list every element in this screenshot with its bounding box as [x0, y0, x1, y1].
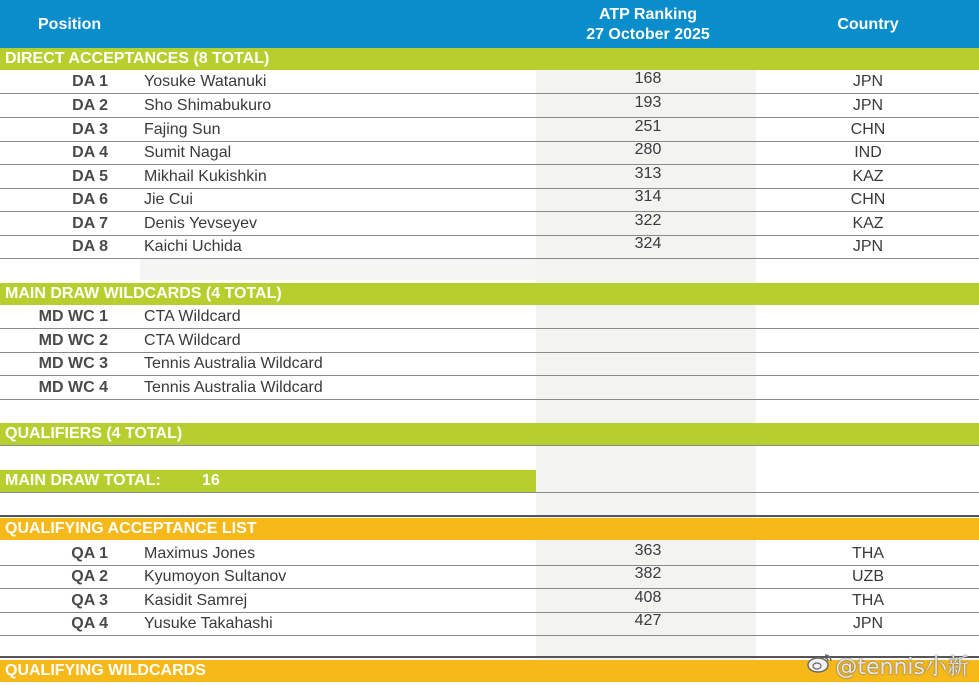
weibo-icon — [807, 652, 833, 679]
header-ranking-title: ATP Ranking — [598, 6, 698, 23]
row-ranking: 193 — [634, 94, 662, 111]
divider — [0, 515, 979, 517]
row-ranking: 168 — [634, 70, 662, 87]
row-position: DA 6 — [72, 191, 108, 208]
row-player: Yosuke Watanuki — [144, 73, 267, 90]
table-row — [0, 235, 979, 259]
row-position: DA 4 — [72, 144, 108, 161]
row-country: CHN — [850, 191, 886, 208]
header-position: Position — [38, 16, 102, 33]
row-ranking: 408 — [634, 589, 662, 606]
row-position: QA 1 — [71, 545, 108, 562]
section-direct-acceptances: DIRECT ACCEPTANCES (8 TOTAL) — [0, 48, 979, 70]
table-row — [0, 305, 979, 329]
table-row — [0, 612, 979, 636]
row-country: CHN — [850, 121, 886, 138]
row-player: Jie Cui — [144, 191, 193, 208]
row-ranking: 314 — [634, 188, 662, 205]
header-ranking — [560, 5, 736, 45]
table-row — [0, 376, 979, 400]
row-position: QA 2 — [71, 568, 108, 585]
row-player: Denis Yevseyev — [144, 215, 257, 232]
row-player: Maximus Jones — [144, 545, 256, 562]
watermark-text: @tennis小新 — [835, 655, 969, 680]
row-ranking: 251 — [634, 118, 662, 135]
row-position: DA 8 — [72, 238, 108, 255]
row-ranking: 363 — [634, 542, 662, 559]
row-player: Kaichi Uchida — [144, 238, 242, 255]
section-qualifying-wildcards: QUALIFYING WILDCARDS — [0, 660, 979, 682]
main-draw-total-value: 16 — [202, 472, 220, 489]
row-player: Fajing Sun — [144, 121, 221, 138]
row-player: Tennis Australia Wildcard — [144, 355, 323, 372]
table-row — [0, 70, 979, 94]
row-shading — [140, 258, 536, 280]
row-ranking: 322 — [634, 212, 662, 229]
table-row — [0, 118, 979, 142]
row-country: KAZ — [852, 215, 884, 232]
row-player: Sho Shimabukuro — [144, 97, 272, 114]
main-draw-total-label: MAIN DRAW TOTAL: — [5, 472, 161, 489]
table-row — [0, 542, 979, 566]
table-row — [0, 141, 979, 165]
table-row — [0, 352, 979, 376]
row-player: Sumit Nagal — [144, 144, 232, 161]
row-country: KAZ — [852, 168, 884, 185]
row-player: Kyumoyon Sultanov — [144, 568, 287, 585]
table-row — [0, 329, 979, 353]
row-position: MD WC 4 — [38, 379, 108, 396]
row-position: QA 4 — [71, 615, 108, 632]
divider — [0, 445, 979, 446]
row-position: DA 5 — [72, 168, 108, 185]
row-position: QA 3 — [71, 592, 108, 609]
table-row — [0, 94, 979, 118]
row-country: THA — [852, 592, 884, 609]
row-player: Tennis Australia Wildcard — [144, 379, 323, 396]
row-player: Kasidit Samrej — [144, 592, 248, 609]
row-position: MD WC 3 — [38, 355, 108, 372]
row-ranking: 324 — [634, 235, 662, 252]
divider — [0, 492, 979, 493]
row-country: IND — [854, 144, 882, 161]
row-position: MD WC 2 — [38, 332, 108, 349]
row-ranking: 427 — [634, 612, 662, 629]
section-main-draw-wildcards: MAIN DRAW WILDCARDS (4 TOTAL) — [0, 283, 979, 305]
main-draw-total — [0, 470, 536, 492]
row-ranking: 280 — [634, 141, 662, 158]
row-country: JPN — [852, 615, 884, 632]
header-country: Country — [837, 16, 899, 33]
row-country: THA — [852, 545, 884, 562]
row-position: MD WC 1 — [38, 308, 108, 325]
row-ranking: 313 — [634, 165, 662, 182]
row-country: JPN — [852, 97, 884, 114]
table-row — [0, 165, 979, 189]
row-position: DA 1 — [72, 73, 108, 90]
section-qualifying-acceptance: QUALIFYING ACCEPTANCE LIST — [0, 518, 979, 540]
row-player: Yusuke Takahashi — [144, 615, 273, 632]
row-country: UZB — [852, 568, 884, 585]
row-player: CTA Wildcard — [144, 308, 241, 325]
table-row — [0, 565, 979, 589]
table-row — [0, 188, 979, 212]
row-position: DA 3 — [72, 121, 108, 138]
table-row — [0, 212, 979, 236]
header-ranking-date: 27 October 2025 — [586, 26, 710, 43]
table-row — [0, 589, 979, 613]
row-country: JPN — [852, 238, 884, 255]
row-country: JPN — [852, 73, 884, 90]
row-position: DA 7 — [72, 215, 108, 232]
table-header — [0, 0, 979, 48]
row-position: DA 2 — [72, 97, 108, 114]
watermark — [807, 650, 969, 681]
row-ranking: 382 — [634, 565, 662, 582]
section-qualifiers: QUALIFIERS (4 TOTAL) — [0, 423, 979, 445]
row-player: Mikhail Kukishkin — [144, 168, 267, 185]
row-player: CTA Wildcard — [144, 332, 241, 349]
